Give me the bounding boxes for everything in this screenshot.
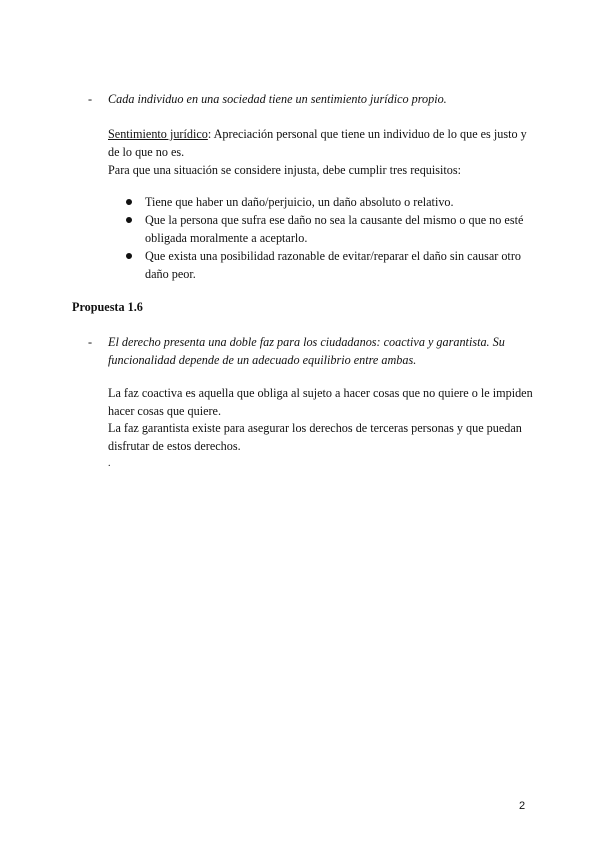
section-heading: Propuesta 1.6 [72, 300, 143, 314]
list-item [126, 247, 536, 283]
requirements-list [126, 193, 536, 283]
list-item-text: Que exista una posibilidad razonable de evitar/reparar el daño sin causar otro daño peor. [145, 249, 521, 281]
list-item-text: Que la persona que sufra ese daño no sea la causante del mismo o que no esté obligada moralmente a aceptarlo. [145, 213, 524, 245]
definition-term: Sentimiento jurídico [108, 127, 208, 141]
italic-statement: El derecho presenta una doble faz para los ciudadanos: coactiva y garantista. Su funcionalidad depende de un adecuado equilibrio entre ambas. [108, 335, 505, 367]
list-item [126, 211, 536, 247]
bullet-icon [126, 253, 132, 259]
definition-text: : Apreciación personal que tiene un individuo de lo que es justo y de lo que no es. [108, 127, 527, 159]
requirements-intro: Para que una situación se considere injusta, debe cumplir tres requisitos: [108, 163, 462, 177]
page-number: 2 [519, 800, 526, 812]
paragraph-coactiva: La faz coactiva es aquella que obliga al sujeto a hacer cosas que no quiere o le impiden hacer cosas que quiere. [108, 386, 533, 418]
bullet-icon [126, 199, 132, 205]
definition-paragraph [108, 125, 533, 161]
dash-marker: - [88, 335, 93, 349]
list-item-text: Tiene que haber un daño/perjuicio, un daño absoluto o relativo. [145, 195, 454, 209]
bullet-icon [126, 217, 132, 223]
list-item [126, 193, 536, 211]
italic-statement: Cada individuo en una sociedad tiene un sentimiento jurídico propio. [108, 92, 447, 106]
paragraph-garantista: La faz garantista existe para asegurar los derechos de terceras personas y que puedan disfrutar de estos derechos. [108, 421, 522, 453]
stray-mark: . [108, 458, 111, 469]
dash-marker: - [88, 92, 93, 106]
